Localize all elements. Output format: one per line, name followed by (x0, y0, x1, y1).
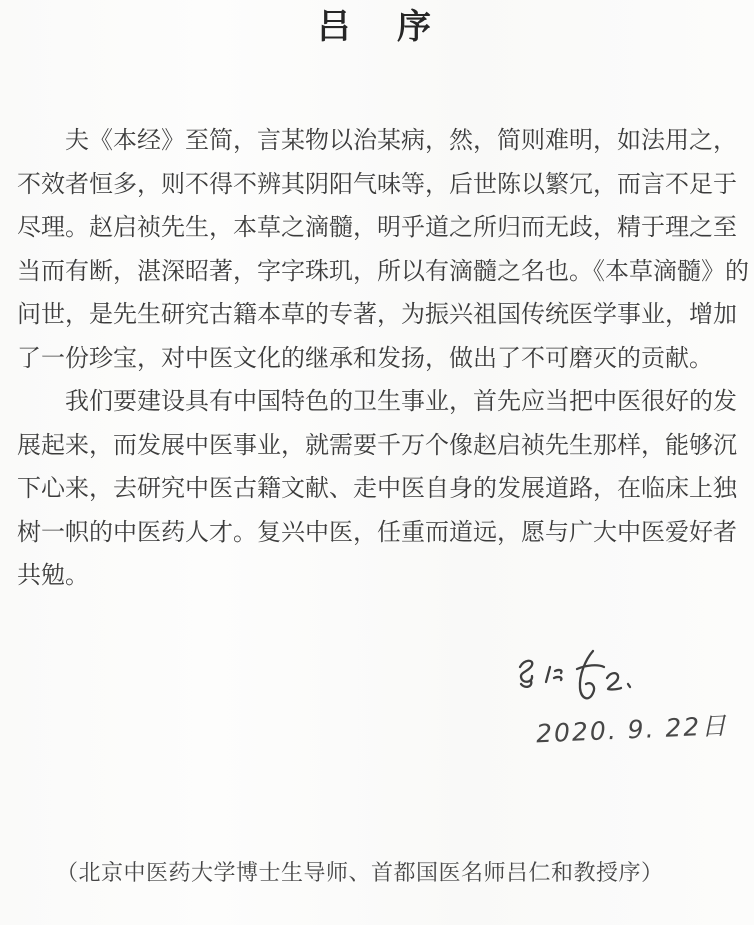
text-line: 共勉。 (17, 563, 89, 589)
text-line: 问世，是先生研究古籍本草的专著，为振兴祖国传统医学事业，增加 (17, 302, 737, 328)
text-line: 展起来，而发展中医事业，就需要千万个像赵启祯先生那样，能够沉 (17, 432, 737, 459)
page-title: 吕 序 (317, 9, 437, 46)
text-line: 了一份珍宝，对中医文化的继承和发扬，做出了不可磨灭的贡献。 (17, 345, 713, 372)
text-line: 树一帜的中医药人才。复兴中医，任重而道远，愿与广大中医爱好者 (17, 519, 737, 546)
text-line: 不效者恒多，则不得不辨其阴阳气味等，后世陈以繁冗，而言不足于 (17, 171, 737, 198)
preface-body (17, 120, 749, 599)
author-caption: （北京中医药大学博士生导师、首都国医名师吕仁和教授序） (56, 860, 664, 885)
text-line: 当而有断，湛深昭著，字字珠玑，所以有滴髓之名也。《本草滴髓》的 (17, 258, 749, 285)
signature-handwriting (505, 646, 705, 712)
text-line: 下心来，去研究中医古籍文献、走中医自身的发展道路，在临床上独 (17, 476, 737, 502)
text-line: 我们要建设具有中国特色的卫生事业，首先应当把中医很好的发 (65, 389, 737, 415)
signature-date: 2020. 9. 22日 (535, 710, 729, 749)
text-line: 夫《本经》至简，言某物以治某病，然，简则难明，如法用之， (65, 128, 737, 154)
text-line: 尽理。赵启祯先生，本草之滴髓，明乎道之所归而无歧，精于理之至 (17, 215, 737, 241)
